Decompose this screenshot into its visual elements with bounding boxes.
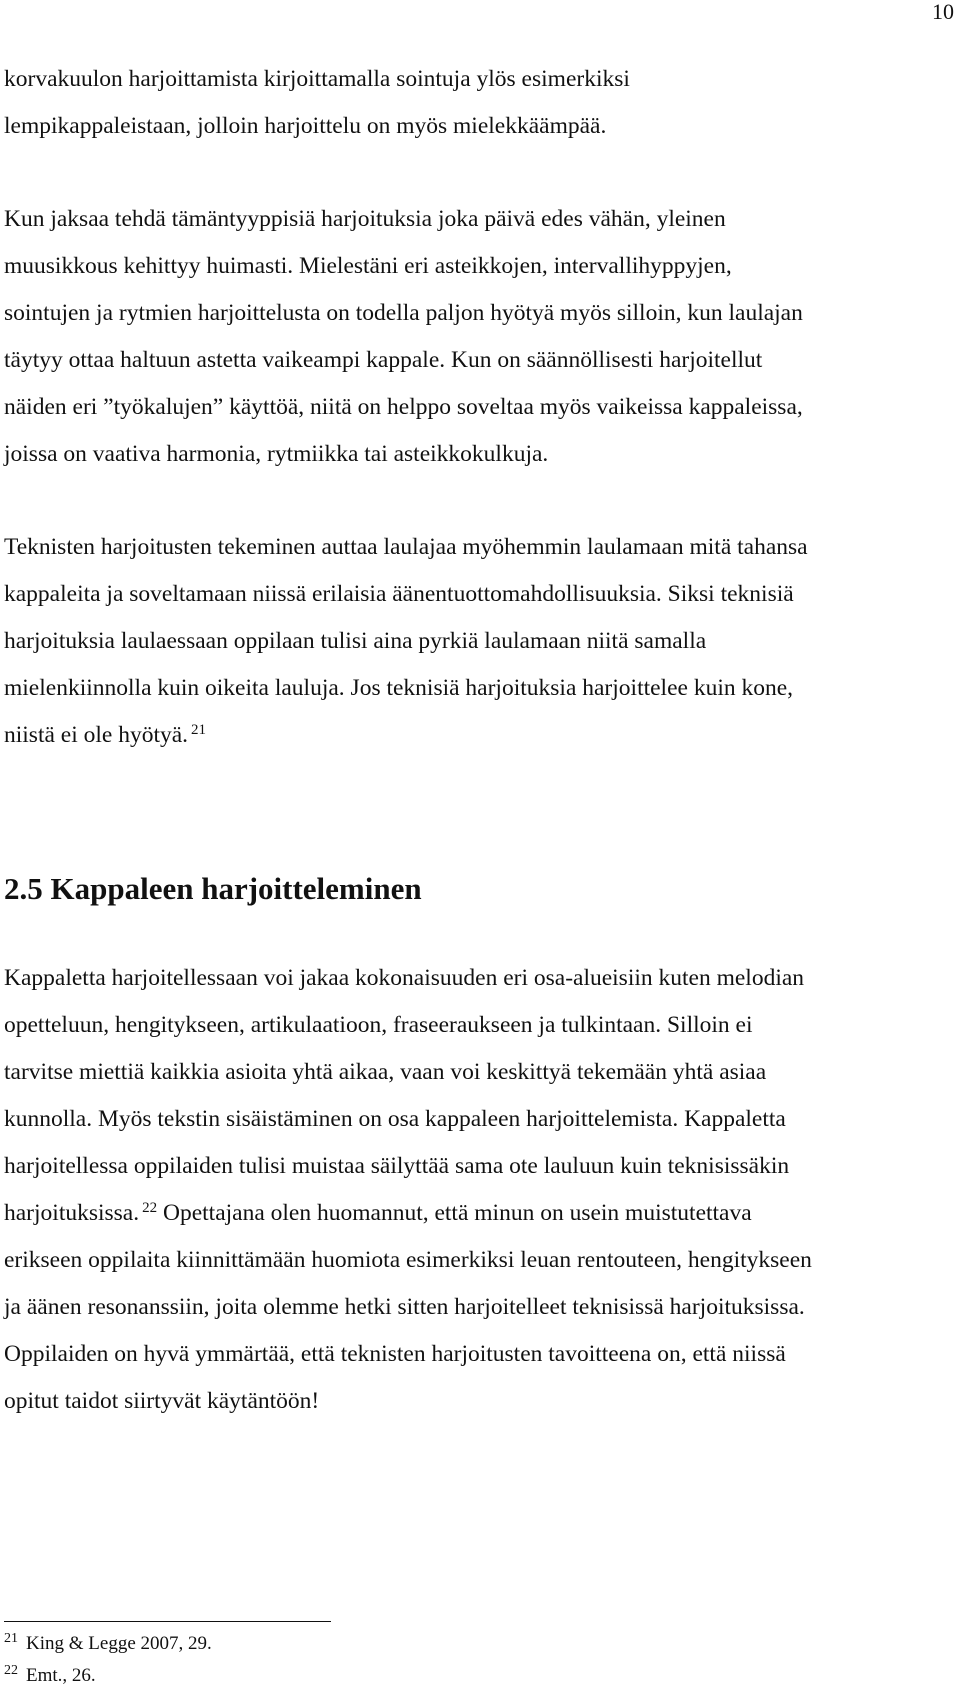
page-number: 10 [932, 0, 954, 24]
section-paragraph-part1: Kappaletta harjoitellessaan voi jakaa kokonaisuuden eri osa-alueisiin kuten melodian opetteluun, hengitykseen, artikulaatioon, fraseeraukseen ja tulkintaan. Silloin ei tarvitse miettiä kaikkia asioita yhtä aikaa, vaan voi keskittyä tekemään yhtä asiaa kunnolla. Myös tekstin sisäistäminen on osa kappaleen harjoittelemista. Kappaletta harjoitellessa oppilaiden tulisi muistaa säilyttää sama ote lauluun kuin teknisissäkin harjoituksissa. [4, 965, 805, 1226]
section-heading [4, 869, 944, 909]
section-paragraph-part2: Opettajana olen huomannut, että minun on usein muistutettava erikseen oppilaita kiinnittämään huomiota esimerkiksi leuan rentouteen, hengitykseen ja äänen resonanssiin, joita olemme hetki sitten harjoitelleet teknisissä harjoituksissa. Oppilaiden on hyvä ymmärtää, että teknisten harjoitusten tavoitteena on, että niissä opitut taidot siirtyvät käytäntöön! [4, 1200, 812, 1414]
footnote-21 [4, 1628, 212, 1660]
footnote-reference-22[interactable]: 22 [142, 1199, 158, 1216]
paragraph-2-text: Kun jaksaa tehdä tämäntyyppisiä harjoituksia joka päivä edes vähän, yleinen muusikkous kehittyy huimasti. Mielestäni eri asteikkojen, intervallihyppyjen, sointujen ja rytmien harjoittelusta on todella paljon hyötyä myös silloin, kun laulajan täytyy ottaa haltuun astetta vaikeampi kappale. Kun on säännöllisesti harjoitellut näiden eri ”työkalujen” käyttöä, niitä on helppo soveltaa myös vaikeissa kappaleissa, joissa on vaativa harmonia, rytmiikka tai asteikkokulkuja. [4, 206, 803, 467]
paragraph-3 [4, 524, 944, 759]
section-title: Kappaleen harjoitteleminen [50, 871, 422, 906]
section-number: 2.5 [4, 871, 43, 906]
paragraph-1-text: korvakuulon harjoittamista kirjoittamalla sointuja ylös esimerkiksi lempikappaleistaan, jolloin harjoittelu on myös mielekkäämpää. [4, 66, 630, 139]
footnote-number: 21 [4, 1631, 18, 1646]
footnote-separator [4, 1621, 331, 1622]
paragraph-1 [4, 56, 944, 150]
footnote-text: Emt., 26. [26, 1665, 96, 1686]
page-body [4, 56, 944, 1425]
section-paragraph [4, 955, 944, 1425]
footnote-text: King & Legge 2007, 29. [26, 1633, 212, 1654]
footnotes [4, 1628, 212, 1692]
footnote-number: 22 [4, 1663, 18, 1678]
footnote-22 [4, 1660, 212, 1692]
paragraph-2 [4, 196, 944, 478]
paragraph-3-text: Teknisten harjoitusten tekeminen auttaa laulajaa myöhemmin laulamaan mitä tahansa kappaleita ja soveltamaan niissä erilaisia äänentuottomahdollisuuksia. Siksi teknisiä harjoituksia laulaessaan oppilaan tulisi aina pyrkiä laulamaan niitä samalla mielenkiinnolla kuin oikeita lauluja. Jos teknisiä harjoituksia harjoittelee kuin kone, niistä ei ole hyötyä. [4, 534, 808, 748]
footnote-reference-21[interactable]: 21 [191, 721, 207, 738]
